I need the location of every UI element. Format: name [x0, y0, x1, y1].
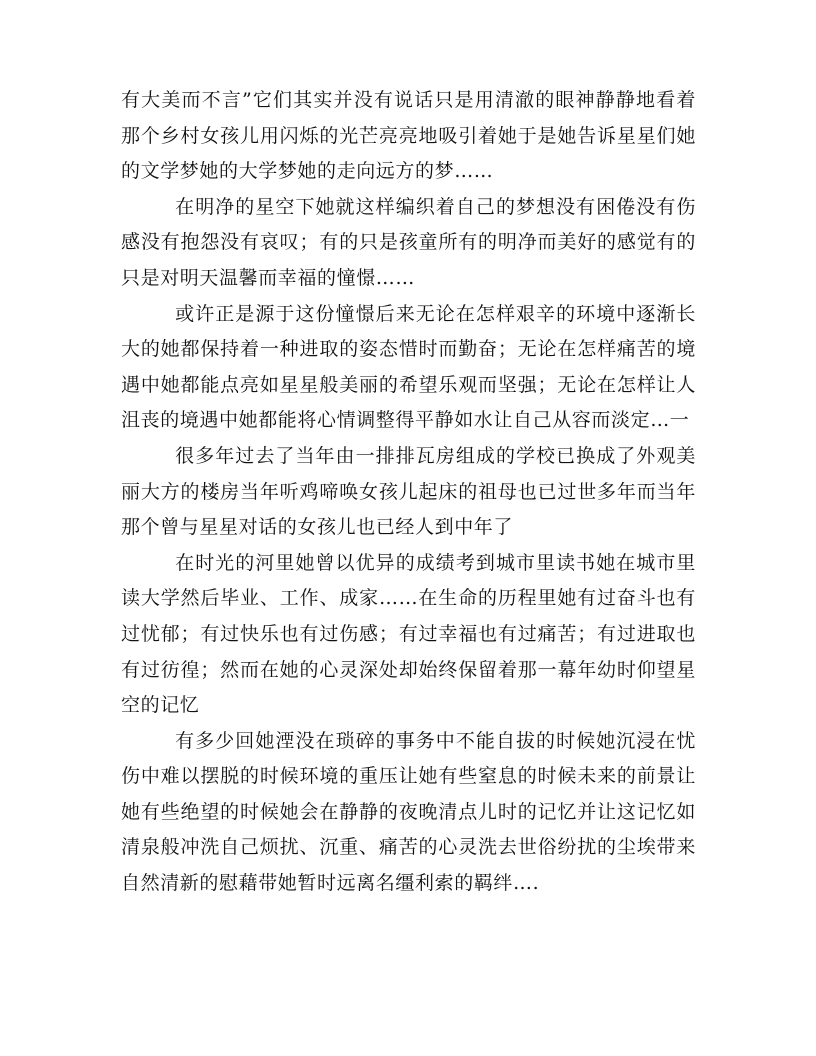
paragraph-6: 有多少回她湮没在琐碎的事务中不能自拔的时候她沉浸在忧伤中难以摆脱的时候环境的重压让她有些窒息的时候未来的前景让她有些绝望的时候她会在静静的夜晚清点儿时的记忆并让这记忆如清泉般冲洗自己烦扰、沉重、痛苦的心灵洗去世俗纷扰的尘埃带来自然清新的慰藉带她暂时远离名缰利索的羁绊….: [121, 729, 696, 895]
paragraph-3: 或许正是源于这份憧憬后来无论在怎样艰辛的环境中逐渐长大的她都保持着一种进取的姿态惜时而勤奋；无论在怎样痛苦的境遇中她都能点亮如星星般美丽的希望乐观而坚强；无论在怎样让人沮丧的境遇中她都能将心情调整得平静如水让自己从容而淡定…一: [121, 302, 696, 432]
paragraph-1: 有大美而不言”它们其实并没有说话只是用清澈的眼神静静地看着那个乡村女孩儿用闪烁的光芒亮亮地吸引着她于是她告诉星星们她的文学梦她的大学梦她的走向远方的梦……: [121, 89, 696, 183]
paragraph-2: 在明净的星空下她就这样编织着自己的梦想没有困倦没有伤感没有抱怨没有哀叹；有的只是孩童所有的明净而美好的感觉有的只是对明天温馨而幸福的憧憬……: [121, 195, 696, 289]
document-body: [121, 83, 696, 902]
paragraph-5: 在时光的河里她曾以优异的成绩考到城市里读书她在城市里读大学然后毕业、工作、成家……在生命的历程里她有过奋斗也有过忧郁；有过快乐也有过伤感；有过幸福也有过痛苦；有过进取也有过彷徨；然而在她的心灵深处却始终保留着那一幕年幼时仰望星空的记忆: [121, 551, 696, 717]
paragraph-4: 很多年过去了当年由一排排瓦房组成的学校已换成了外观美丽大方的楼房当年听鸡啼唤女孩儿起床的祖母也已过世多年而当年那个曾与星星对话的女孩儿也已经人到中年了: [121, 444, 696, 539]
